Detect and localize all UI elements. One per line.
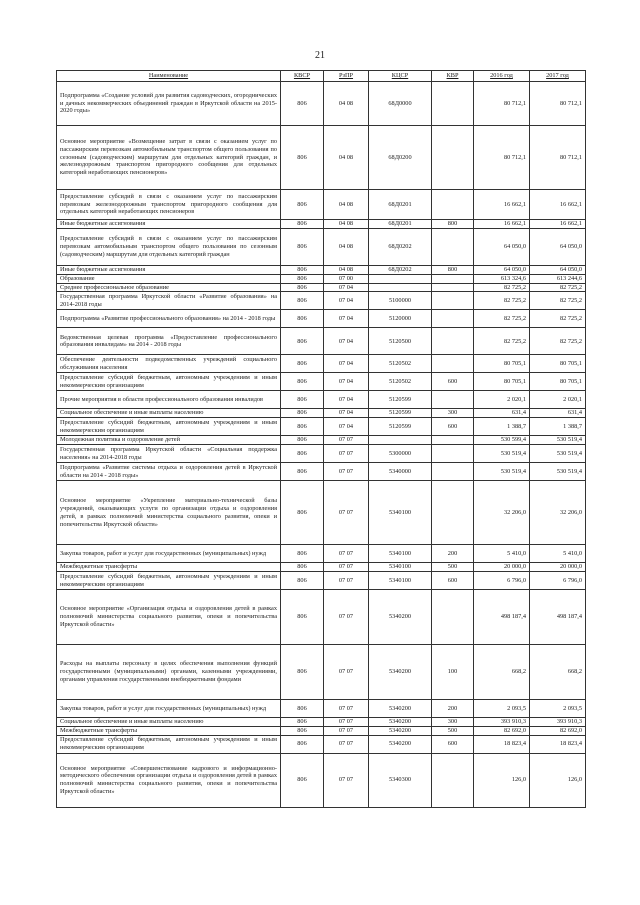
cell-name: Прочие мероприятия в области профессионального образования инвалидов [57, 391, 281, 409]
cell-kvr [432, 82, 474, 126]
cell-kcsr: 5120599 [369, 409, 432, 418]
cell-name: Предоставление субсидий бюджетным, автономным учреждениям и иным некоммерческим организациям [57, 735, 281, 753]
cell-y2017: 80 705,1 [530, 355, 586, 373]
cell-rzpr: 04 08 [324, 265, 369, 274]
cell-kvsr: 806 [281, 310, 324, 328]
table-row [57, 126, 586, 190]
cell-name: Молодежная политика и оздоровление детей [57, 436, 281, 445]
table-row [57, 590, 586, 645]
cell-kvsr: 806 [281, 563, 324, 572]
cell-kvr: 300 [432, 718, 474, 727]
cell-y2017: 498 187,4 [530, 590, 586, 645]
cell-kvr [432, 283, 474, 292]
cell-y2017: 631,4 [530, 409, 586, 418]
page-number: 21 [315, 50, 325, 61]
cell-y2017: 82 725,2 [530, 310, 586, 328]
cell-rzpr: 07 04 [324, 292, 369, 310]
cell-rzpr: 07 04 [324, 328, 369, 355]
cell-y2016: 82 725,2 [474, 310, 530, 328]
cell-y2017: 530 519,4 [530, 445, 586, 463]
cell-name: Основное мероприятие «Организация отдыха и оздоровления детей в рамках полномочий министерства социального развития, опеки и попечительства Иркутской области» [57, 590, 281, 645]
cell-kvr [432, 228, 474, 265]
cell-rzpr: 07 04 [324, 409, 369, 418]
cell-y2016: 82 725,2 [474, 292, 530, 310]
cell-y2017: 530 519,4 [530, 463, 586, 481]
cell-kcsr: 68Д0201 [369, 220, 432, 229]
cell-kcsr: 5340000 [369, 463, 432, 481]
cell-rzpr: 07 04 [324, 310, 369, 328]
cell-kcsr: 5120500 [369, 328, 432, 355]
cell-kvsr: 806 [281, 753, 324, 807]
cell-kvr [432, 274, 474, 283]
table-row [57, 283, 586, 292]
cell-rzpr: 04 08 [324, 220, 369, 229]
cell-rzpr: 07 00 [324, 274, 369, 283]
cell-y2016: 32 206,0 [474, 481, 530, 545]
table-row [57, 726, 586, 735]
table-row [57, 190, 586, 220]
cell-name: Социальное обеспечение и иные выплаты населению [57, 718, 281, 727]
cell-kcsr: 5120599 [369, 391, 432, 409]
cell-kcsr [369, 436, 432, 445]
cell-name: Предоставление субсидий бюджетным, автономным учреждениям и иным некоммерческим организациям [57, 373, 281, 391]
cell-name: Социальное обеспечение и иные выплаты населению [57, 409, 281, 418]
cell-y2017: 5 410,0 [530, 545, 586, 563]
cell-y2016: 613 324,6 [474, 274, 530, 283]
cell-rzpr: 07 04 [324, 391, 369, 409]
cell-y2016: 64 050,0 [474, 228, 530, 265]
cell-kvsr: 806 [281, 481, 324, 545]
cell-kvsr: 806 [281, 700, 324, 718]
cell-kvr [432, 391, 474, 409]
cell-y2017: 530 519,4 [530, 436, 586, 445]
cell-y2016: 530 599,4 [474, 436, 530, 445]
cell-y2016: 82 692,0 [474, 726, 530, 735]
cell-y2016: 2 020,1 [474, 391, 530, 409]
table-row [57, 409, 586, 418]
cell-kvsr: 806 [281, 726, 324, 735]
budget-table [56, 70, 586, 808]
cell-rzpr: 07 07 [324, 436, 369, 445]
cell-kvsr: 806 [281, 228, 324, 265]
cell-kcsr: 5300000 [369, 445, 432, 463]
cell-y2017: 82 692,0 [530, 726, 586, 735]
column-header-name: Наименование [57, 71, 281, 82]
cell-y2017: 32 206,0 [530, 481, 586, 545]
cell-y2017: 6 796,0 [530, 572, 586, 590]
cell-name: Образование [57, 274, 281, 283]
table-row [57, 220, 586, 229]
cell-name: Закупка товаров, работ и услуг для государственных (муниципальных) нужд [57, 545, 281, 563]
cell-name: Предоставление субсидий в связи с оказанием услуг по пассажирским перевозкам автомобильным транспортом общего пользования по сезонным (садоводческим) маршрутам для отдельных категорий граждан [57, 228, 281, 265]
cell-kvr [432, 753, 474, 807]
cell-y2016: 530 519,4 [474, 463, 530, 481]
cell-y2016: 668,2 [474, 645, 530, 700]
table-row [57, 563, 586, 572]
table-row [57, 355, 586, 373]
cell-rzpr: 07 04 [324, 355, 369, 373]
cell-kcsr: 68Д0000 [369, 82, 432, 126]
cell-y2016: 82 725,2 [474, 328, 530, 355]
table-row [57, 572, 586, 590]
cell-y2016: 5 410,0 [474, 545, 530, 563]
cell-rzpr: 07 07 [324, 590, 369, 645]
cell-y2016: 6 796,0 [474, 572, 530, 590]
table-row [57, 700, 586, 718]
cell-kvsr: 806 [281, 274, 324, 283]
cell-kvr: 600 [432, 418, 474, 436]
cell-rzpr: 07 07 [324, 572, 369, 590]
column-header-2016: 2016 год [474, 71, 530, 82]
cell-kcsr: 5340200 [369, 700, 432, 718]
cell-y2017: 2 093,5 [530, 700, 586, 718]
table-row [57, 373, 586, 391]
cell-rzpr: 07 07 [324, 753, 369, 807]
cell-kvsr: 806 [281, 436, 324, 445]
cell-y2017: 82 725,2 [530, 328, 586, 355]
cell-kvsr: 806 [281, 590, 324, 645]
cell-y2016: 126,0 [474, 753, 530, 807]
cell-kvr: 300 [432, 409, 474, 418]
cell-kvsr: 806 [281, 463, 324, 481]
cell-kcsr: 5120502 [369, 373, 432, 391]
cell-kvsr: 806 [281, 355, 324, 373]
cell-kvsr: 806 [281, 190, 324, 220]
cell-y2017: 80 712,1 [530, 82, 586, 126]
cell-kcsr: 5340200 [369, 726, 432, 735]
cell-rzpr: 04 08 [324, 190, 369, 220]
cell-kcsr [369, 274, 432, 283]
cell-y2017: 16 662,1 [530, 190, 586, 220]
cell-kvsr: 806 [281, 572, 324, 590]
table-row [57, 82, 586, 126]
cell-kcsr: 5340300 [369, 753, 432, 807]
cell-kvr [432, 445, 474, 463]
cell-y2016: 18 823,4 [474, 735, 530, 753]
cell-y2016: 80 705,1 [474, 355, 530, 373]
cell-y2016: 82 725,2 [474, 283, 530, 292]
cell-kcsr: 5340100 [369, 481, 432, 545]
table-row [57, 391, 586, 409]
cell-kvsr: 806 [281, 373, 324, 391]
cell-name: Ведомственная целевая программа «Предоставление профессионального образования инвалидам» на 2014 - 2018 годы [57, 328, 281, 355]
cell-y2017: 126,0 [530, 753, 586, 807]
cell-rzpr: 07 07 [324, 445, 369, 463]
cell-y2017: 2 020,1 [530, 391, 586, 409]
table-row [57, 463, 586, 481]
cell-kcsr: 5340200 [369, 735, 432, 753]
cell-kcsr: 5340100 [369, 563, 432, 572]
cell-y2017: 18 823,4 [530, 735, 586, 753]
cell-kcsr: 68Д0200 [369, 126, 432, 190]
cell-kvsr: 806 [281, 265, 324, 274]
cell-rzpr: 04 08 [324, 228, 369, 265]
cell-rzpr: 07 04 [324, 283, 369, 292]
cell-kvr [432, 310, 474, 328]
table-row [57, 735, 586, 753]
cell-rzpr: 04 08 [324, 82, 369, 126]
table-row [57, 481, 586, 545]
cell-rzpr: 04 08 [324, 126, 369, 190]
column-header-kvr: КВР [432, 71, 474, 82]
cell-kvsr: 806 [281, 292, 324, 310]
cell-kcsr: 68Д0202 [369, 228, 432, 265]
cell-kcsr: 5340100 [369, 545, 432, 563]
cell-y2017: 393 910,3 [530, 718, 586, 727]
cell-rzpr: 07 07 [324, 700, 369, 718]
cell-kvr: 800 [432, 265, 474, 274]
cell-name: Предоставление субсидий бюджетным, автономным учреждениям и иным некоммерческим организациям [57, 418, 281, 436]
cell-kcsr: 5120502 [369, 355, 432, 373]
cell-y2016: 2 093,5 [474, 700, 530, 718]
cell-kvr [432, 292, 474, 310]
cell-rzpr: 07 07 [324, 726, 369, 735]
table-row [57, 274, 586, 283]
cell-name: Межбюджетные трансферты [57, 563, 281, 572]
cell-kvsr: 806 [281, 445, 324, 463]
cell-rzpr: 07 07 [324, 735, 369, 753]
cell-name: Подпрограмма «Создание условий для развития садоводческих, огороднических и дачных некоммерческих объединений граждан в Иркутской области на 2015-2020 годы» [57, 82, 281, 126]
cell-y2016: 393 910,3 [474, 718, 530, 727]
table-row [57, 265, 586, 274]
cell-y2017: 16 662,1 [530, 220, 586, 229]
cell-kcsr [369, 283, 432, 292]
cell-rzpr: 07 04 [324, 373, 369, 391]
cell-kcsr: 5100000 [369, 292, 432, 310]
table-row [57, 753, 586, 807]
column-header-rzpr: РзПР [324, 71, 369, 82]
cell-kvr: 100 [432, 645, 474, 700]
cell-kcsr: 5340200 [369, 645, 432, 700]
cell-name: Основное мероприятие «Укрепление материально-технической базы учреждений, оказывающих услуги по организации отдыха и оздоровления детей, в рамках полномочий министерства социального развития, опеки и попечительства Иркутской области» [57, 481, 281, 545]
cell-name: Закупка товаров, работ и услуг для государственных (муниципальных) нужд [57, 700, 281, 718]
cell-y2016: 80 712,1 [474, 126, 530, 190]
cell-name: Государственная программа Иркутской области «Социальная поддержка населения» на 2014-2018 годы [57, 445, 281, 463]
cell-y2016: 20 000,0 [474, 563, 530, 572]
cell-kcsr: 5340200 [369, 590, 432, 645]
cell-kvsr: 806 [281, 418, 324, 436]
cell-name: Иные бюджетные ассигнования [57, 220, 281, 229]
cell-kvr [432, 126, 474, 190]
cell-kvr: 200 [432, 700, 474, 718]
cell-kvr [432, 481, 474, 545]
cell-y2016: 1 388,7 [474, 418, 530, 436]
column-header-kcsr: КЦСР [369, 71, 432, 82]
cell-rzpr: 07 07 [324, 563, 369, 572]
cell-y2017: 613 244,6 [530, 274, 586, 283]
cell-kvr: 600 [432, 572, 474, 590]
cell-y2016: 16 662,1 [474, 220, 530, 229]
table-row [57, 292, 586, 310]
cell-y2016: 80 712,1 [474, 82, 530, 126]
cell-name: Межбюджетные трансферты [57, 726, 281, 735]
table-row [57, 310, 586, 328]
cell-kcsr: 68Д0201 [369, 190, 432, 220]
cell-kvsr: 806 [281, 718, 324, 727]
cell-name: Подпрограмма «Развитие системы отдыха и оздоровления детей в Иркутской области на 2014 - 2018 годы» [57, 463, 281, 481]
cell-name: Предоставление субсидий бюджетным, автономным учреждениям и иным некоммерческим организациям [57, 572, 281, 590]
cell-kvr: 500 [432, 563, 474, 572]
cell-kvr: 600 [432, 373, 474, 391]
cell-name: Предоставление субсидий в связи с оказанием услуг по пассажирским перевозкам железнодорожным транспортом пригородного сообщения для отдельных категорий неработающих пенсионеров [57, 190, 281, 220]
cell-name: Обеспечение деятельности подведомственных учреждений социального обслуживания населения [57, 355, 281, 373]
cell-name: Расходы на выплаты персоналу в целях обеспечения выполнения функций государственными (муниципальными) органами, казенными учреждениями, органами управления государственными внебюджетными фондами [57, 645, 281, 700]
table-row [57, 645, 586, 700]
cell-kvsr: 806 [281, 328, 324, 355]
cell-kcsr: 5340200 [369, 718, 432, 727]
table-row [57, 418, 586, 436]
cell-kvr: 200 [432, 545, 474, 563]
cell-name: Среднее профессиональное образование [57, 283, 281, 292]
cell-kvr [432, 436, 474, 445]
cell-name: Государственная программа Иркутской области «Развитие образования» на 2014-2018 годы [57, 292, 281, 310]
cell-y2017: 80 705,1 [530, 373, 586, 391]
cell-kvsr: 806 [281, 283, 324, 292]
cell-y2016: 64 050,0 [474, 265, 530, 274]
cell-rzpr: 07 07 [324, 645, 369, 700]
cell-y2017: 20 000,0 [530, 563, 586, 572]
cell-kvsr: 806 [281, 735, 324, 753]
table-row [57, 545, 586, 563]
table-row [57, 445, 586, 463]
cell-y2017: 64 050,0 [530, 265, 586, 274]
cell-kvr: 800 [432, 220, 474, 229]
cell-y2017: 80 712,1 [530, 126, 586, 190]
cell-name: Основное мероприятие «Совершенствование кадрового и информационно-методического обеспечения организации отдыха и оздоровления детей в рамках полномочий министерства социального развития, опеки и попечительства Иркутской области» [57, 753, 281, 807]
cell-y2017: 64 050,0 [530, 228, 586, 265]
cell-kcsr: 5120599 [369, 418, 432, 436]
cell-kvr [432, 590, 474, 645]
table-row [57, 228, 586, 265]
table-header-row [57, 71, 586, 82]
column-header-2017: 2017 год [530, 71, 586, 82]
cell-y2016: 16 662,1 [474, 190, 530, 220]
cell-y2016: 80 705,1 [474, 373, 530, 391]
cell-kvsr: 806 [281, 82, 324, 126]
cell-y2016: 498 187,4 [474, 590, 530, 645]
table-body [57, 82, 586, 808]
cell-rzpr: 07 07 [324, 545, 369, 563]
cell-kvsr: 806 [281, 545, 324, 563]
cell-kvsr: 806 [281, 391, 324, 409]
cell-kvr: 500 [432, 726, 474, 735]
cell-kvr: 600 [432, 735, 474, 753]
cell-rzpr: 07 04 [324, 418, 369, 436]
cell-rzpr: 07 07 [324, 481, 369, 545]
cell-y2016: 631,4 [474, 409, 530, 418]
cell-kvsr: 806 [281, 220, 324, 229]
cell-y2017: 82 725,2 [530, 283, 586, 292]
cell-kvsr: 806 [281, 126, 324, 190]
cell-kcsr: 5120000 [369, 310, 432, 328]
cell-kvr [432, 355, 474, 373]
cell-kcsr: 68Д0202 [369, 265, 432, 274]
table-row [57, 328, 586, 355]
cell-y2016: 530 519,4 [474, 445, 530, 463]
table-row [57, 718, 586, 727]
cell-name: Подпрограмма «Развитие профессионального образования» на 2014 - 2018 годы [57, 310, 281, 328]
cell-kvr [432, 190, 474, 220]
cell-y2017: 82 725,2 [530, 292, 586, 310]
cell-kcsr: 5340100 [369, 572, 432, 590]
column-header-kvsr: КВСР [281, 71, 324, 82]
cell-kvsr: 806 [281, 645, 324, 700]
cell-name: Иные бюджетные ассигнования [57, 265, 281, 274]
cell-kvsr: 806 [281, 409, 324, 418]
cell-y2017: 668,2 [530, 645, 586, 700]
table-row [57, 436, 586, 445]
cell-name: Основное мероприятие «Возмещение затрат в связи с оказанием услуг по пассажирским перевозкам автомобильным транспортом общего пользования по сезонным (садоводческим) маршрутам для отдельных категорий граждан, и железнодорожным транспортом пригородного сообщения для отдельных категорий неработающих пенсионеров» [57, 126, 281, 190]
cell-rzpr: 07 07 [324, 718, 369, 727]
cell-kvr [432, 463, 474, 481]
cell-y2017: 1 388,7 [530, 418, 586, 436]
cell-kvr [432, 328, 474, 355]
cell-rzpr: 07 07 [324, 463, 369, 481]
